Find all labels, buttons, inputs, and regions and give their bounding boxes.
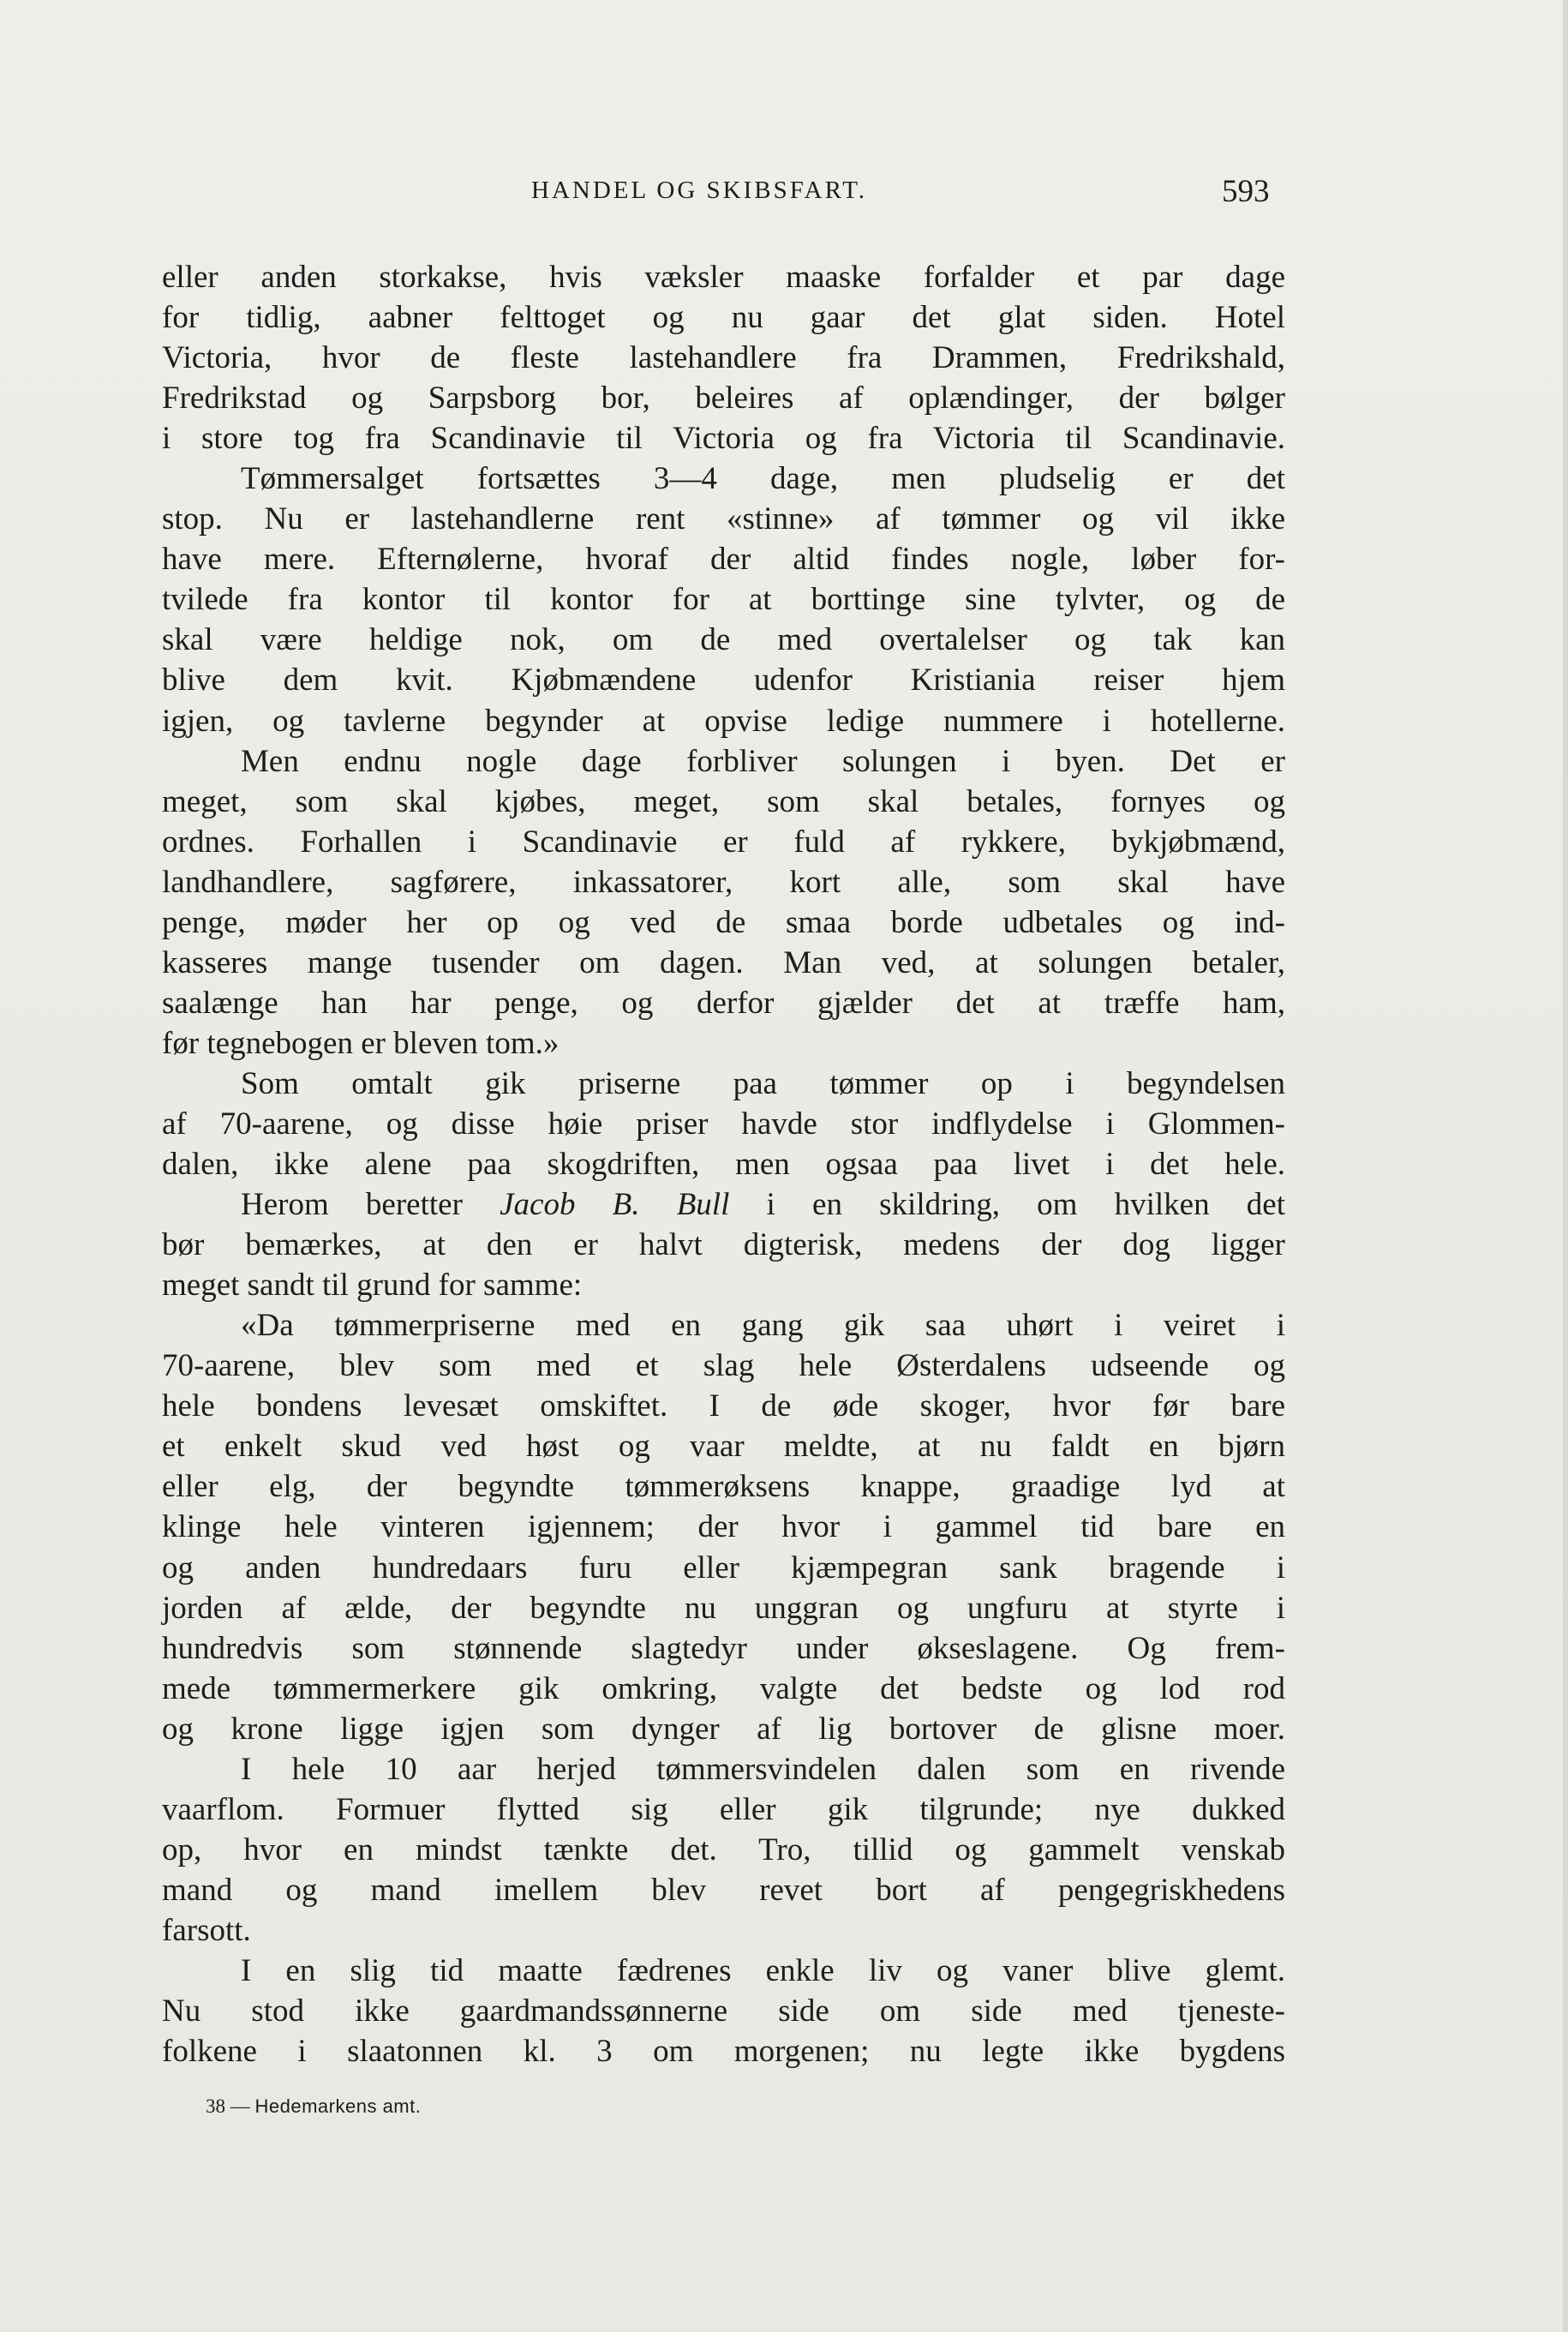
text-line: folkene i slaatonnen kl. 3 om morgenen; nu legte ikke bygdens (162, 2034, 1285, 2070)
text-line: for tidlig, aabner felttoget og nu gaar det glat siden. Hotel (162, 300, 1285, 336)
text-line: kasseres mange tusender om dagen. Man ved, at solungen betaler, (162, 944, 1285, 980)
text-line: Tømmersalget fortsættes 3—4 dage, men pludselig er det (241, 461, 1285, 497)
text-line: Fredrikstad og Sarpsborg bor, beleires af oplændinger, der bølger (162, 381, 1285, 417)
text-line: I en slig tid maatte fædrenes enkle liv og vaner blive glemt. (241, 1952, 1285, 1988)
text-line: penge, møder her op og ved de smaa borde udbetales og ind- (162, 904, 1285, 940)
text-line: igjen, og tavlerne begynder at opvise ledige nummere i hotellerne. (162, 703, 1285, 739)
text-line: farsott. (162, 1912, 251, 1948)
running-head: HANDEL OG SKIBSFART. (531, 177, 868, 204)
text-line: blive dem kvit. Kjøbmændene udenfor Kristiania reiser hjem (162, 662, 1285, 698)
text-line: Herom beretter Jacob B. Bull i en skildring, om hvilken det (241, 1187, 1285, 1223)
text-line: vaarflom. Formuer flytted sig eller gik tilgrunde; nye dukked (162, 1791, 1285, 1827)
text-line: «Da tømmerpriserne med en gang gik saa uhørt i veiret i (241, 1308, 1285, 1344)
body-text (162, 257, 1285, 2071)
text-line: ordnes. Forhallen i Scandinavie er fuld af rykkere, bykjøbmænd, (162, 824, 1285, 860)
text-line: Victoria, hvor de fleste lastehandlere fra Drammen, Fredrikshald, (162, 340, 1285, 376)
text-line: og krone ligge igjen som dynger af lig bortover de glisne moer. (162, 1711, 1285, 1747)
text-line: landhandlere, sagførere, inkassatorer, kort alle, som skal have (162, 864, 1285, 900)
signature-mark (206, 2095, 421, 2118)
text-line: stop. Nu er lastehandlerne rent «stinne» af tømmer og vil ikke (162, 501, 1285, 537)
text-line: hundredvis som stønnende slagtedyr under økseslagene. Og frem- (162, 1630, 1285, 1666)
text-line: mand og mand imellem blev revet bort af pengegriskhedens (162, 1872, 1285, 1908)
text-line: saalænge han har penge, og derfor gjælder det at træffe ham, (162, 985, 1285, 1021)
page-number: 593 (1222, 174, 1270, 209)
text-line: før tegnebogen er bleven tom.» (162, 1025, 560, 1061)
text-line: i store tog fra Scandinavie til Victoria og fra Victoria til Scandinavie. (162, 421, 1285, 457)
text-line: meget, som skal kjøbes, meget, som skal betales, fornyes og (162, 783, 1285, 819)
text-line: mede tømmermerkere gik omkring, valgte det bedste og lod rod (162, 1670, 1285, 1706)
text-line: meget sandt til grund for samme: (162, 1268, 583, 1304)
text-line: hele bondens levesæt omskiftet. I de øde skoger, hvor før bare (162, 1388, 1285, 1424)
text-line: bør bemærkes, at den er halvt digterisk, medens der dog ligger (162, 1227, 1285, 1263)
text-line: og anden hundredaars furu eller kjæmpegran sank bragende i (162, 1550, 1285, 1586)
text-line: 70-aarene, blev som med et slag hele Østerdalens udseende og (162, 1348, 1285, 1384)
text-line: skal være heldige nok, om de med overtalelser og tak kan (162, 622, 1285, 658)
text-line: klinge hele vinteren igjennem; der hvor i gammel tid bare en (162, 1509, 1285, 1545)
text-line: Men endnu nogle dage forbliver solungen i byen. Det er (241, 743, 1285, 779)
text-line: eller elg, der begyndte tømmerøksens knappe, graadige lyd at (162, 1469, 1285, 1505)
author-name: Jacob B. Bull (500, 1187, 730, 1223)
signature-dash: — (230, 2095, 250, 2117)
text-line: af 70-aarene, og disse høie priser havde stor indflydelse i Glommen- (162, 1106, 1285, 1142)
text-line: I hele 10 aar herjed tømmersvindelen dalen som en rivende (241, 1751, 1285, 1787)
text-line: tvilede fra kontor til kontor for at borttinge sine tylvter, og de (162, 582, 1285, 618)
signature-title: Hedemarkens amt. (254, 2095, 422, 2117)
text-line: jorden af ælde, der begyndte nu unggran og ungfuru at styrte i (162, 1590, 1285, 1626)
text-line: eller anden storkakse, hvis væksler maaske forfalder et par dage (162, 260, 1285, 295)
text-line: dalen, ikke alene paa skogdriften, men ogsaa paa livet i det hele. (162, 1147, 1285, 1183)
text-line: have mere. Efternølerne, hvoraf der altid findes nogle, løber for- (162, 542, 1285, 578)
text-line: op, hvor en mindst tænkte det. Tro, tillid og gammelt venskab (162, 1831, 1285, 1867)
signature-number: 38 (206, 2095, 225, 2117)
text-line: Nu stod ikke gaardmandssønnerne side om side med tjeneste- (162, 1993, 1285, 2029)
text-line: Som omtalt gik priserne paa tømmer op i begyndelsen (241, 1065, 1285, 1101)
text-line: et enkelt skud ved høst og vaar meldte, at nu faldt en bjørn (162, 1429, 1285, 1465)
page-edge (1563, 0, 1568, 2332)
